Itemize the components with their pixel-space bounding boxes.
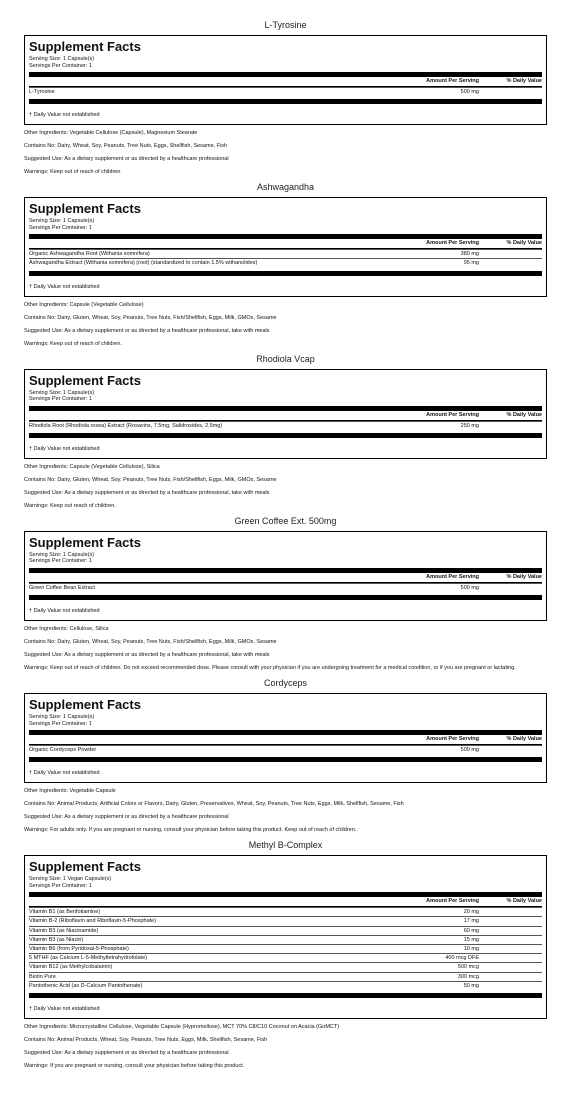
nutrient-name: Vitamin B1 (as Benfotiamine) [29, 909, 101, 916]
facts-heading: Supplement Facts [29, 859, 141, 875]
column-header-row [29, 897, 542, 906]
column-header-name [29, 735, 389, 744]
nutrient-name: Ashwagandha Extract (Withania somnifera) (root) (standardized to contain 1.5% withanolides) [29, 260, 258, 267]
facts-heading: Supplement Facts [29, 534, 141, 550]
nutrient-daily-value [479, 746, 542, 754]
warnings: Warnings: For adults only. If you are pregnant or nursing, consult your physician before taking this product. Keep out of reach of children. [24, 827, 357, 834]
column-header-daily-value: % Daily Value [506, 411, 542, 418]
nutrient-daily-value [479, 973, 542, 981]
supplement-facts-panel [24, 35, 547, 125]
nutrient-name: Rhodiola Root (Rhodiola rosea) Extract (Rosavins, 7.5mg, Salidrosides, 2.5mg) [29, 422, 223, 429]
nutrient-amount: 95 mg [463, 260, 479, 267]
daily-value-footnote: † Daily Value not established [29, 112, 100, 119]
nutrient-amount: 50 mg [463, 982, 479, 989]
nutrient-daily-value [479, 917, 542, 925]
nutrient-daily-value [479, 88, 542, 96]
product-section [24, 354, 547, 510]
nutrient-row [29, 944, 542, 953]
nutrient-daily-value [479, 927, 542, 935]
product-section [24, 20, 547, 176]
nutrient-daily-value [479, 584, 542, 592]
serving-size: Serving Size: 1 Capsule(s) [29, 389, 95, 396]
other-ingredients: Other Ingredients: Vegetable Capsule [24, 788, 116, 795]
product-section [24, 678, 547, 834]
column-header-amount: Amount Per Serving [426, 78, 479, 84]
column-header-row [29, 77, 542, 86]
nutrient-name: Vitamin B3 (as Niacinamide) [29, 927, 99, 934]
servings-per-container: Servings Per Container: 1 [29, 396, 92, 403]
column-header-name [29, 239, 389, 248]
nutrient-daily-value [479, 422, 542, 430]
nutrient-row [29, 926, 542, 935]
suggested-use: Suggested Use: As a dietary supplement or as directed by a healthcare professional [24, 1050, 229, 1057]
warnings: Warnings: If you are pregnant or nursing, consult your physician before taking this product. [24, 1063, 245, 1070]
contains-no: Contains No: Dairy, Gluten, Wheat, Soy, Peanuts, Tree Nuts, Fish/Shellfish, Eggs, Milk, GMOs, Sesame [24, 314, 277, 321]
column-header-amount: Amount Per Serving [426, 573, 479, 580]
serving-size: Serving Size: 1 Capsule(s) [29, 714, 95, 721]
nutrient-name: Organic Cordyceps Powder [29, 747, 97, 754]
column-header-amount: Amount Per Serving [426, 240, 479, 247]
contains-no: Contains No: Dairy, Wheat, Soy, Peanuts, Tree Nuts, Eggs, Shellfish, Sesame, Fish [24, 143, 228, 150]
nutrient-amount: 500 mg [460, 584, 479, 591]
daily-value-footnote: † Daily Value not established [29, 608, 100, 615]
nutrient-row [29, 972, 542, 981]
nutrient-name: Vitamin B-2 (Riboflavin and Riboflavin-5-Phosphate) [29, 918, 157, 925]
nutrient-amount: 500 mg [460, 89, 479, 95]
nutrient-amount: 300 mcg [457, 973, 479, 980]
servings-per-container: Servings Per Container: 1 [29, 62, 92, 69]
product-title: Green Coffee Ext. 500mg [234, 515, 337, 526]
product-section [24, 516, 547, 672]
daily-value-footnote: † Daily Value not established [29, 445, 100, 452]
column-header-row [29, 735, 542, 744]
product-title: Ashwagandha [256, 182, 315, 193]
other-ingredients: Other Ingredients: Capsule (Vegetable Cellulose) [24, 301, 144, 308]
supplement-facts-panel [24, 369, 547, 459]
serving-size: Serving Size: 1 Capsule(s) [29, 551, 95, 558]
other-ingredients: Other Ingredients: Capsule (Vegetable Cellulose), Silica [24, 463, 160, 470]
product-title: Rhodiola Vcap [256, 353, 315, 364]
nutrient-name: 5 MTHF (as Calcium L-5-Methyltetrahydrofolate) [29, 955, 147, 962]
nutrient-amount: 500 mg [460, 747, 479, 754]
suggested-use: Suggested Use: As a dietary supplement or as directed by a healthcare professional, take with meals [24, 327, 270, 334]
warnings: Warnings: Keep out of reach of children. [24, 340, 122, 347]
nutrient-name: Biotin Pure [29, 973, 56, 980]
facts-heading: Supplement Facts [29, 372, 141, 388]
nutrient-daily-value [479, 954, 542, 962]
nutrient-row [29, 583, 542, 592]
nutrient-name: Pantothenic Acid (as D-Calcium Pantothenate) [29, 982, 143, 989]
nutrient-daily-value [479, 945, 542, 953]
column-header-row [29, 239, 542, 248]
nutrient-name: Vitamin B12 (as Methylcobalamin) [29, 964, 113, 971]
column-header-row [29, 573, 542, 582]
nutrient-row [29, 962, 542, 971]
warnings: Warnings: Keep out reach of children. [24, 502, 116, 509]
contains-no: Contains No: Animal Products, Wheat, Soy, Peanuts, Tree Nuts, Eggs, Milk, Shellfish, Sesame, Fish [24, 1037, 268, 1044]
warnings: Warnings: Keep out of reach of children. Do not exceed recommended dose. Please consult with your physician if you are undergoing treatment for a medical condition, or if you are pregnant or lactating. [24, 665, 516, 672]
nutrient-name: Organic Ashwagandha Root (Withania somnifera) [29, 251, 150, 258]
nutrient-daily-value [479, 936, 542, 944]
product-section [24, 182, 547, 347]
nutrient-amount: 15 mg [463, 936, 479, 943]
suggested-use: Suggested Use: As a dietary supplement or as directed by a healthcare professional [24, 156, 229, 163]
supplement-facts-panel [24, 531, 547, 621]
contains-no: Contains No: Animal Products, Artificial Colors or Flavors, Dairy, Gluten, Preservatives, Wheat, Soy, Peanuts, Tree Nuts, Eggs, Milk, Shellfish, Sesame, Fish [24, 801, 404, 808]
product-title: Methyl B-Complex [248, 840, 323, 851]
supplement-facts-panel [24, 855, 547, 1019]
nutrient-daily-value [479, 908, 542, 916]
product-info [24, 459, 547, 510]
contains-no: Contains No: Dairy, Gluten, Wheat, Soy, Peanuts, Tree Nuts, Fish/Shellfish, Eggs, Milk, GMOs, Sesame [24, 639, 277, 646]
facts-heading: Supplement Facts [29, 39, 141, 54]
supplement-facts-panel [24, 693, 547, 783]
suggested-use: Suggested Use: As a dietary supplement or as directed by a healthcare professional, take with meals [24, 652, 270, 659]
thick-divider [29, 595, 542, 600]
nutrient-row [29, 258, 542, 267]
product-info [24, 125, 547, 176]
nutrient-daily-value [479, 250, 542, 258]
nutrient-name: Vitamin B3 (as Niacin) [29, 936, 84, 943]
other-ingredients: Other Ingredients: Microcrystalline Cellulose, Vegetable Capsule (Hypromellose), MCT 70% C8/C10 Coconut on Acacia (GoMCT) [24, 1024, 340, 1031]
supplement-facts-panel [24, 197, 547, 296]
column-header-daily-value: % Daily Value [506, 573, 542, 580]
facts-heading: Supplement Facts [29, 201, 141, 217]
nutrient-amount: 380 mg [460, 251, 479, 258]
servings-per-container: Servings Per Container: 1 [29, 224, 92, 231]
nutrient-row [29, 916, 542, 925]
column-header-daily-value: % Daily Value [506, 736, 542, 743]
column-header-amount: Amount Per Serving [426, 898, 479, 905]
nutrient-amount: 20 mg [463, 909, 479, 916]
nutrient-amount: 10 mg [463, 946, 479, 953]
nutrient-amount: 60 mg [463, 927, 479, 934]
product-section [24, 840, 547, 1070]
nutrient-row [29, 745, 542, 754]
nutrient-daily-value [479, 963, 542, 971]
nutrient-amount: 250 mg [460, 422, 479, 429]
thick-divider [29, 99, 542, 104]
product-title: Cordyceps [263, 678, 308, 689]
nutrient-row [29, 935, 542, 944]
nutrient-row [29, 421, 542, 430]
thick-divider [29, 271, 542, 276]
serving-size: Serving Size: 1 Capsule(s) [29, 218, 95, 225]
suggested-use: Suggested Use: As a dietary supplement or as directed by a healthcare professional, take with meals [24, 489, 270, 496]
column-header-name [29, 411, 389, 420]
nutrient-name: L-Tyrosine [29, 89, 55, 95]
other-ingredients: Other Ingredients: Vegetable Cellulose (Capsule), Magnesium Stearate [24, 130, 198, 137]
nutrient-daily-value [479, 259, 542, 267]
nutrient-daily-value [479, 982, 542, 990]
servings-per-container: Servings Per Container: 1 [29, 558, 92, 565]
column-header-row [29, 411, 542, 420]
suggested-use: Suggested Use: As a dietary supplement or as directed by a healthcare professional [24, 814, 229, 821]
column-header-name [29, 897, 389, 906]
nutrient-amount: 400 mcg DFE [445, 955, 479, 962]
serving-size: Serving Size: 1 Capsule(s) [29, 56, 95, 62]
contains-no: Contains No: Dairy, Gluten, Wheat, Soy, Peanuts, Tree Nuts, Fish/Shellfish, Eggs, Milk, GMOs, Sesame [24, 476, 277, 483]
nutrient-name: Green Coffee Bean Extract [29, 584, 95, 591]
nutrient-amount: 17 mg [463, 918, 479, 925]
column-header-amount: Amount Per Serving [426, 411, 479, 418]
column-header-name [29, 573, 389, 582]
servings-per-container: Servings Per Container: 1 [29, 882, 92, 889]
thick-divider [29, 433, 542, 438]
warnings: Warnings: Keep out of reach of children [24, 169, 121, 176]
product-title: L-Tyrosine [264, 20, 307, 30]
thick-divider [29, 757, 542, 762]
product-info [24, 1019, 547, 1070]
thick-divider [29, 993, 542, 998]
nutrient-name: Vitamin B6 (from Pyridoxal-5-Phosphate) [29, 946, 129, 953]
servings-per-container: Servings Per Container: 1 [29, 720, 92, 727]
nutrient-row [29, 87, 542, 96]
daily-value-footnote: † Daily Value not established [29, 1006, 100, 1013]
daily-value-footnote: † Daily Value not established [29, 283, 100, 290]
product-info [24, 297, 547, 348]
nutrient-row [29, 249, 542, 258]
column-header-amount: Amount Per Serving [426, 736, 479, 743]
column-header-daily-value: % Daily Value [506, 898, 542, 905]
serving-size: Serving Size: 1 Vegan Capsule(s) [29, 876, 112, 883]
facts-heading: Supplement Facts [29, 697, 141, 713]
column-header-daily-value: % Daily Value [506, 240, 542, 247]
nutrient-row [29, 981, 542, 990]
daily-value-footnote: † Daily Value not established [29, 770, 100, 777]
product-info [24, 783, 547, 834]
nutrient-row [29, 907, 542, 916]
column-header-daily-value: % Daily Value [506, 78, 542, 84]
nutrient-amount: 500 mcg [457, 964, 479, 971]
other-ingredients: Other Ingredients: Cellulose, Silica [24, 626, 109, 633]
product-info [24, 621, 547, 672]
column-header-name [29, 77, 389, 86]
nutrient-row [29, 953, 542, 962]
